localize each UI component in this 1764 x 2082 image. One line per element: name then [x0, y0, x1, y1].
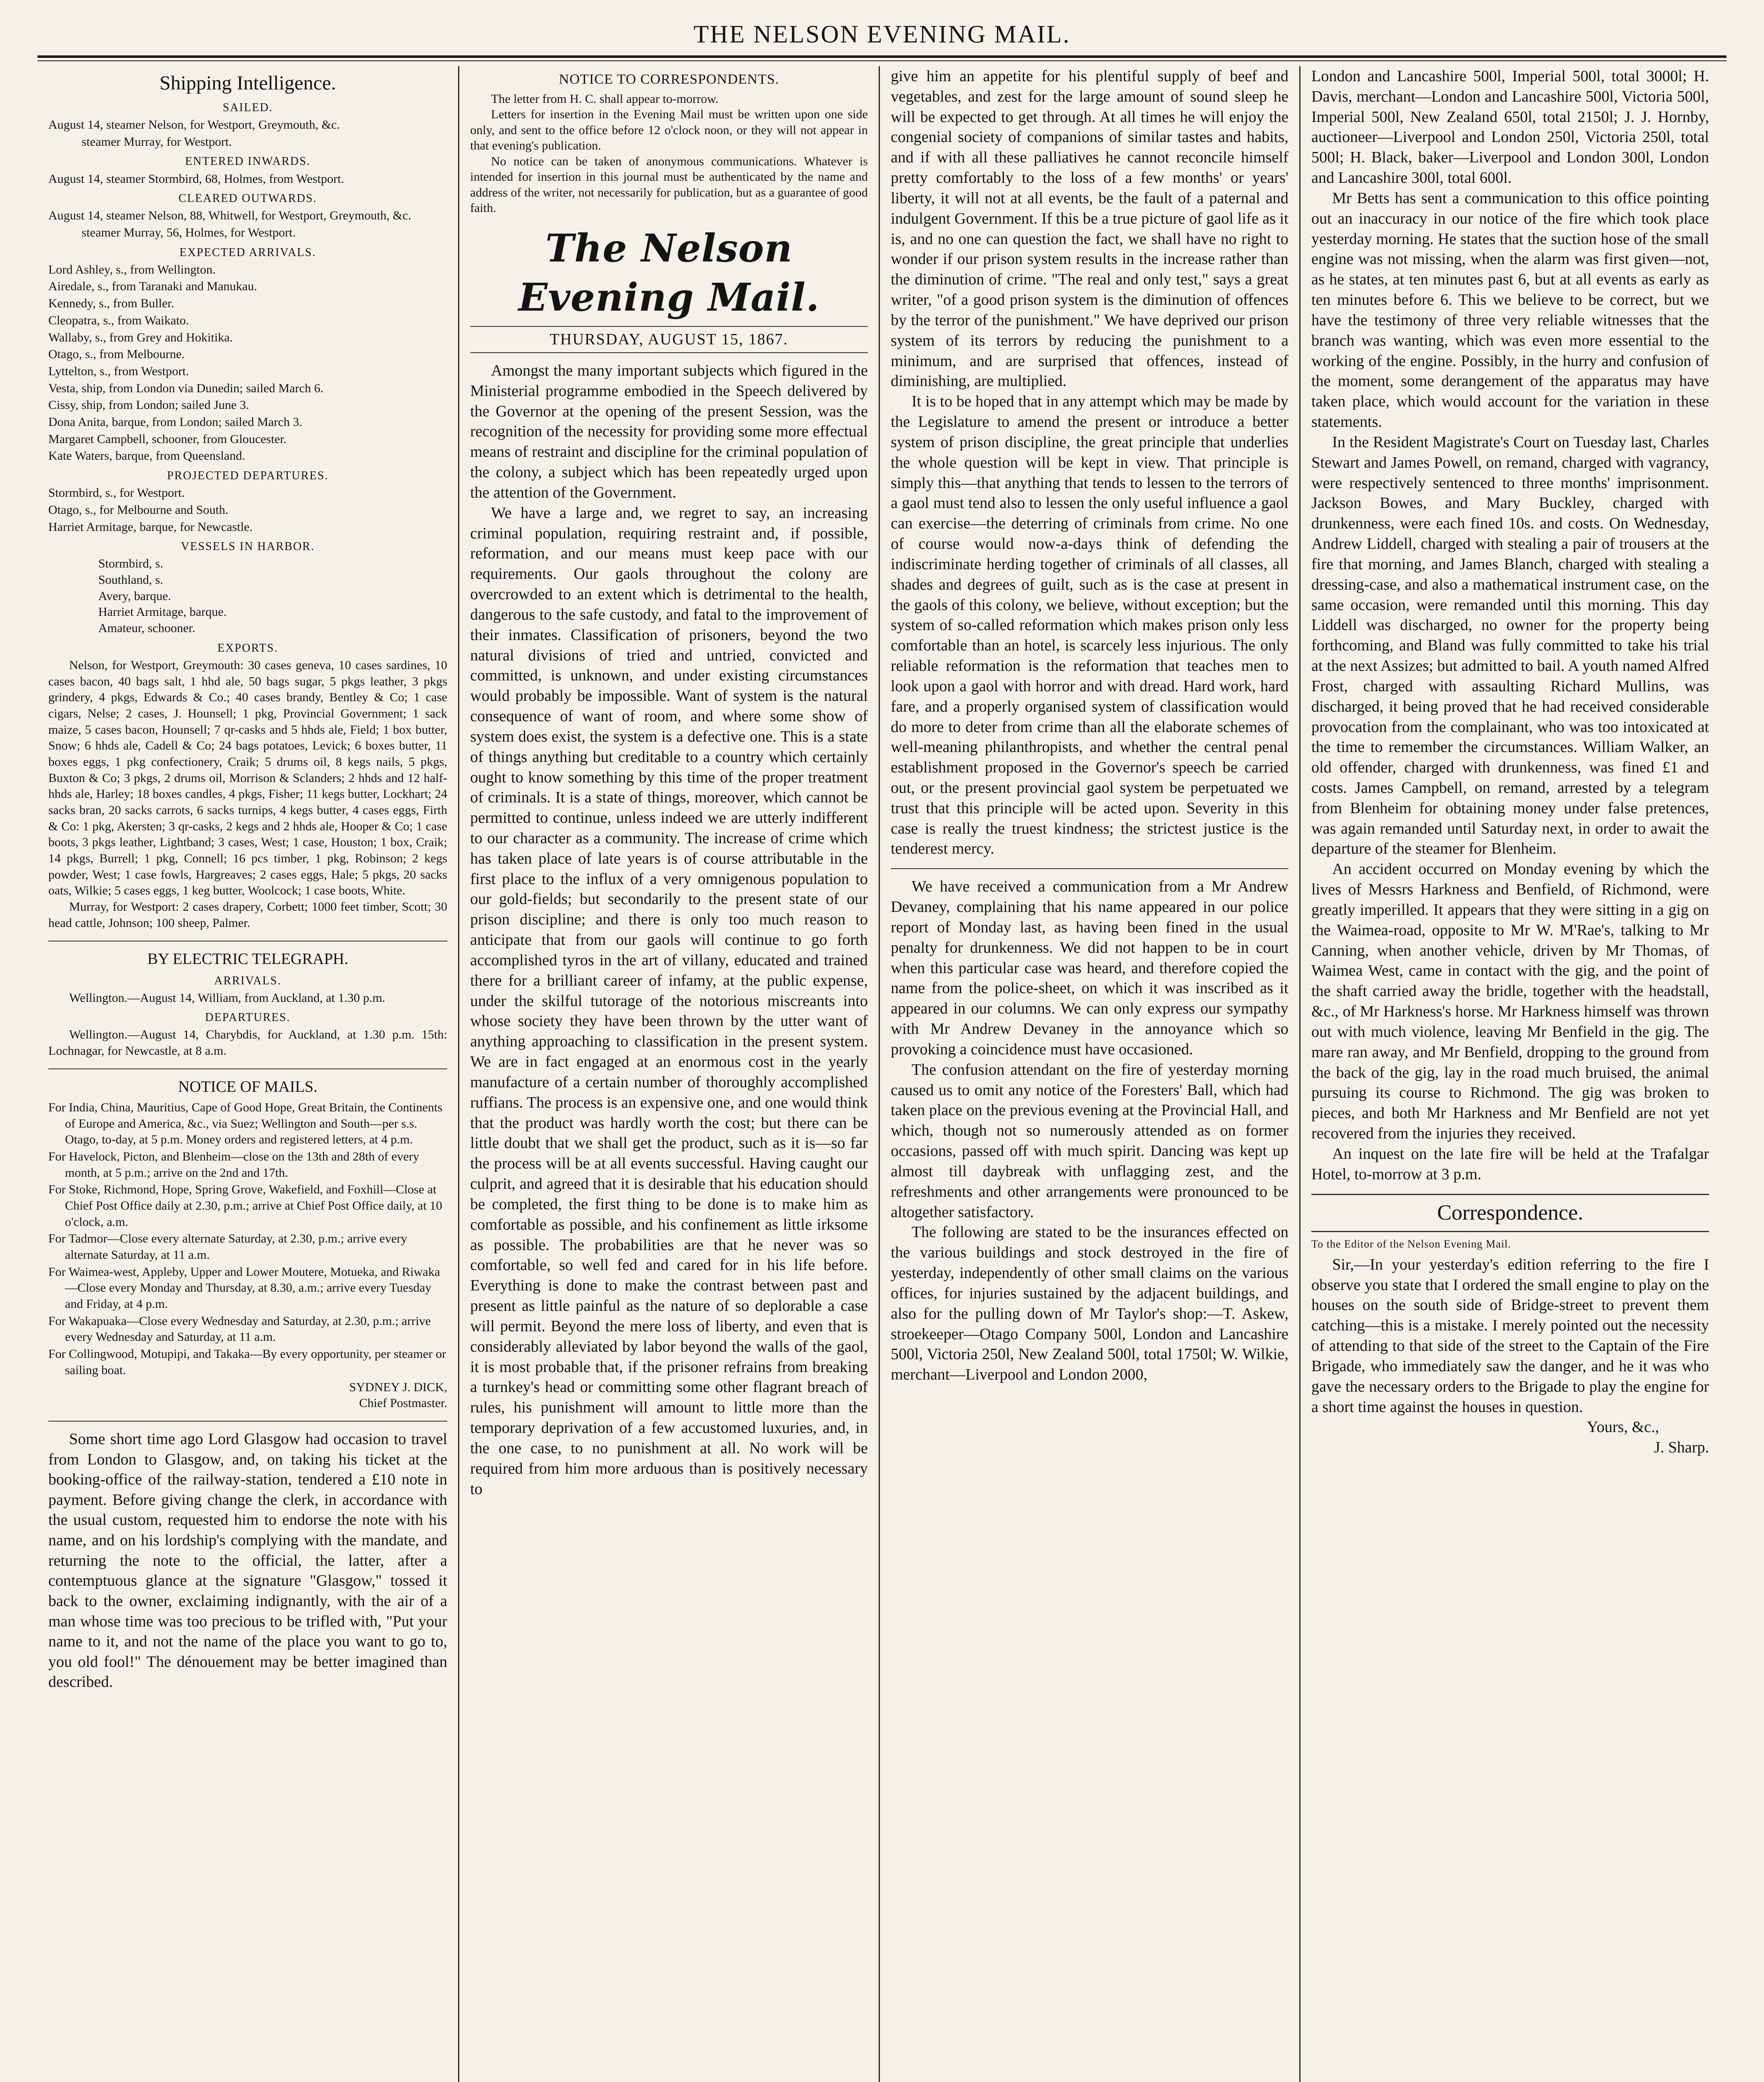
glasgow-anecdote: Some short time ago Lord Glasgow had occasion to travel from London to Glasgow, and, on taking his ticket at the booking-office of the railway-station, tendered a £10 note in payment. Before giving change the clerk, in accordance with the usual custom, requested him to endorse the note with his name, and on his lordship's complying with the mandate, and returning the note to the official, the latter, after a contemptuous glance at the signature "Glasgow," tossed it back to the owner, exclaiming indignantly, with the air of a man whose time was too precious to be trifled with, "Put your name to it, and not the name of the place you want to go to, you old fool!" The dénouement may be better imagined than described.	[48, 1430, 447, 1691]
mails-signature: SYDNEY J. DICK,	[349, 1380, 447, 1394]
entered-item: August 14, steamer Stormbird, 68, Holmes, from Westport.	[48, 172, 344, 186]
insurances-item: The following are stated to be the insurances effected on the various buildings and stock destroyed in the fire of yesterday, independently of other small claims on the various offices, for injuries sustained by the adjacent buildings, and also for the pulling down of Mr Taylor's shop:—T. Askew, stroekeeper—Otago Company 500l, London and Lancashire 500l, Victoria 250l, New Zealand 500l, total 1750l; W. Wilkie, merchant—Liverpool and London 2000,	[891, 1223, 1288, 1384]
expected-item: Kate Waters, barque, from Queensland.	[48, 449, 245, 463]
columns	[37, 66, 1727, 2082]
mails-signature-title: Chief Postmaster.	[359, 1396, 447, 1410]
expected-item: Cleopatra, s., from Waikato.	[48, 313, 189, 327]
harbor-head: VESSELS IN HARBOR.	[181, 540, 315, 553]
projected-head: PROJECTED DEPARTURES.	[167, 469, 329, 483]
expected-item: Vesta, ship, from London via Dunedin; sailed March 6.	[48, 381, 324, 395]
column-4	[1299, 66, 1720, 2082]
exports-head: EXPORTS.	[217, 641, 278, 655]
tel-departures: Wellington.—August 14, Charybdis, for Auckland, at 1.30 p.m. 15th: Lochnagar, for Newcastle, at 8 a.m.	[48, 1028, 447, 1058]
correspondence-title: Correspondence.	[1311, 1194, 1709, 1233]
harbor-item: Amateur, schooner.	[98, 621, 195, 635]
mail-item: For Wakapuaka—Close every Wednesday and Saturday, at 2.30, p.m.; arrive every Wednesday and Saturday, at 11 a.m.	[48, 1314, 431, 1344]
dateline: THURSDAY, AUGUST 15, 1867.	[470, 326, 868, 353]
column-3	[879, 66, 1299, 2082]
exports-text: Nelson, for Westport, Greymouth: 30 cases geneva, 10 cases sardines, 10 cases bacon, 40 bags salt, 1 hhd ale, 50 bags sugar, 5 pkgs leather, 3 pkgs grindery, 4 pkgs, Edwards & Co.; 40 cases brandy, Bentley & Co; 1 case cigars, Nelse; 2 cases, J. Hounsell; 1 pkg, Provincial Government; 1 sack maize, 5 cases bacon, Hounsell; 7 qr-casks and 5 hhds ale, Field; 1 box butter, Snow; 6 hhds ale, Cadell & Co; 24 bags potatoes, Levick; 6 boxes butter, 11 boxes eggs, 1 pkg confectionery, Craik; 5 drums oil, 8 kegs nails, 5 pkgs, Buxton & Co; 3 pkgs, 2 drums oil, Morrison & Sclanders; 2 hhds and 12 half-hhds ale, Harley; 18 boxes candles, 4 pkgs, Fisher; 11 kegs butter, Lockhart; 24 sacks bran, 20 sacks carrots, 6 sacks turnips, 4 kegs butter, 4 cases eggs, Firth & Co: 1 pkg, Akersten; 3 qr-casks, 2 kegs and 2 hhds ale, Hooper & Co; 1 case boots, 3 pkgs leather, Lightband; 3 cases, West; 1 case, Houston; 1 box, Craik; 14 pkgs, Burrell; 1 pkg, Connell; 16 pcs timber, 1 pkg, Robinson; 2 kegs powder, West; 1 case fowls, Hargreaves; 2 cases eggs, Hale; 5 pkgs, 20 sacks oats, Wilkie; 5 cases eggs, 1 keg butter, Woolcock; 1 case boots, White.	[48, 658, 447, 898]
expected-item: Lyttelton, s., from Westport.	[48, 364, 189, 378]
projected-item: Stormbird, s., for Westport.	[48, 486, 185, 500]
section-rule	[48, 1421, 447, 1422]
notice-text: Letters for insertion in the Evening Mail must be written upon one side only, and sent to the office before 12 o'clock noon, or they will not appear in that evening's publication.	[470, 107, 868, 153]
ball-item: The confusion attendant on the fire of yesterday morning caused us to omit any notice of the Foresters' Ball, which had taken place on the previous evening at the Provincial Hall, and which, though not so numerously attended as on former occasions, passed off with much spirit. Dancing was kept up almost till daybreak with unflagging zest, and the refreshments and other arrangements were pronounced to be altogether satisfactory.	[891, 1061, 1288, 1221]
masthead: THE NELSON EVENING MAIL.	[693, 20, 1071, 48]
sailed-head: SAILED.	[222, 101, 273, 114]
cleared-item: August 14, steamer Nelson, 88, Whitwell, for Westport, Greymouth, &c.	[48, 209, 411, 223]
leader-paragraph: It is to be hoped that in any attempt which may be made by the Legislature to amend the present or introduce a better system of prison discipline, the great principle that underlies the whole question will be kept in view. That principle is simply this—that anything that tends to lessen to the terrors of a gaol must tend also to lessen the only useful influence a gaol can exercise—the deterring of criminals from crime. No one of course would now-a-days think of defending the indiscriminate herding together of criminals of all classes, all shades and degrees of guilt, such as is the case at present in the gaols of this colony, we believe, without exception; but the system of so-called reformation which makes prison only less comfortable than an hotel, is scarcely less injurious. The only reliable reformation is the reformation that teaches men to look upon a gaol with horror and with dread. Hard work, hard fare, and a properly organised system of classification would do more to deter from crime than all the elaborate schemes of well-meaning philanthropists, and whether the central penal establishment proposed in the Governor's speech be carried out, or the present provincial gaol system be perpetuated we trust that this principle will be acted upon. Severity in this case is really the truest kindness; the strictest justice is the tenderest mercy.	[891, 393, 1288, 858]
notice-title: NOTICE TO CORRESPONDENTS.	[558, 72, 780, 87]
leader-paragraph: Amongst the many important subjects which figured in the Ministerial programme embodied in the Speech delivered by the Governor at the opening of the present Session, was the recognition of the necessity for providing some more effectual means of restraint and discipline for the criminal population of the colony, a subject which has been repeatedly urged upon the attention of the Government.	[470, 361, 868, 501]
harbor-item: Southland, s.	[98, 573, 163, 587]
expected-item: Margaret Campbell, schooner, from Gloucester.	[48, 432, 287, 446]
projected-item: Harriet Armitage, barque, for Newcastle.	[48, 520, 253, 534]
telegraph-title: BY ELECTRIC TELEGRAPH.	[147, 950, 349, 968]
paper-title: The Nelson Evening Mail.	[518, 225, 820, 320]
tel-arrivals: Wellington.—August 14, William, from Auckland, at 1.30 p.m.	[69, 991, 386, 1005]
notice-text: The letter from H. C. shall appear to-morrow.	[491, 92, 719, 106]
mail-item: For Havelock, Picton, and Blenheim—close on the 13th and 28th of every month, at 5 p.m.; arrive on the 2nd and 17th.	[48, 1149, 419, 1180]
cleared-head: CLEARED OUTWARDS.	[178, 192, 317, 205]
expected-item: Airedale, s., from Taranaki and Manukau.	[48, 279, 257, 294]
expected-item: Lord Ashley, s., from Wellington.	[48, 262, 216, 276]
cleared-item: steamer Murray, 56, Holmes, for Westport.	[82, 225, 296, 239]
column-2	[458, 66, 879, 2082]
betts-item: Mr Betts has sent a communication to this office pointing out an inaccuracy in our notice of the fire which took place yesterday morning. He states that the suction hose of the small engine was not missing, when the alarm was first given—not, as he states, at ten minutes past 6, but at all events as early as ten minutes before 6. This we believe to be correct, but we have the testimony of three very reliable witnesses that the branch was wanting, which was even more essential to the working of the engine. Possibly, in the hurry and confusion of the moment, some derangement of the apparatus may have taken place, which would account for the variation in these statements.	[1311, 189, 1709, 431]
harbor-item: Stormbird, s.	[98, 557, 163, 571]
expected-item: Cissy, ship, from London; sailed June 3.	[48, 398, 249, 412]
masthead-rule	[37, 55, 1727, 58]
tel-arrivals-head: ARRIVALS.	[214, 974, 282, 987]
mails-title: NOTICE OF MAILS.	[178, 1078, 318, 1096]
shipping-title: Shipping Intelligence.	[159, 72, 336, 94]
leader-paragraph: give him an appetite for his plentiful supply of beef and vegetables, and zest for the large amount of sound sleep he will be expected to get through. At all times he will enjoy the congenial society of companions of similar tastes and habits, and if with all these palliatives he cannot reconcile himself pretty comfortably to the loss of a few months' or years' liberty, it will not at all events, be the fault of a paternal and indulgent Government. If this be a true picture of gaol life as it is, and no one can question the fact, we shall have no right to wonder if our prison system results in the increase rather than the diminution of crime. "The real and only test," says a great writer, "of a good prison system is the diminution of offences by the terror of the punishment." We have deprived our prison system of its terrors by reducing the punishment to a minimum, and are surprised that offences, instead of diminishing, are multiplied.	[891, 67, 1288, 390]
expected-item: Otago, s., from Melbourne.	[48, 347, 185, 361]
correspondence-signature: J. Sharp.	[1654, 1439, 1709, 1457]
projected-item: Otago, s., for Melbourne and South.	[48, 503, 229, 517]
expected-head: EXPECTED ARRIVALS.	[179, 246, 316, 259]
harbor-item: Harriet Armitage, barque.	[98, 605, 227, 619]
correspondence-addressee: To the Editor of the Nelson Evening Mail.	[1311, 1238, 1511, 1250]
entered-head: ENTERED INWARDS.	[185, 155, 311, 168]
devaney-item: We have received a communication from a Mr Andrew Devaney, complaining that his name appeared in our police report of Monday last, as having been fined in the usual penalty for drunkenness. We did not happen to be in court when this particular case was heard, and therefore copied the name from the police-sheet, on which it was inscribed as it appeared in our columns. We can only express our sympathy with Mr Andrew Devaney in the annoyance which so provoking a coincidence must have occasioned.	[891, 878, 1288, 1058]
expected-item: Wallaby, s., from Grey and Hokitika.	[48, 330, 233, 344]
leader-paragraph: We have a large and, we regret to say, an increasing criminal population, requiring restraint and, if possible, reformation, and our means must keep pace with our requirements. Our gaols throughout the colony are overcrowded to an extent which is detrimental to the health, dangerous to the safe custody, and fatal to the improvement of their inmates. Classification of prisoners, beyond the two natural divisions of tried and untried, convicted and committed, is unknown, and under existing circumstances would probably be impossible. Want of system is the natural consequence of want of room, and where some show of system does exist, the system is a defective one. This is a state of things anything but creditable to a country which certainly ought to know something by this time of the proper treatment of criminals. It is a state of things, moreover, which cannot be permitted to continue, unless indeed we are utterly indifferent to our character as a community. The increase of crime which has taken place of late years is of course attributable in the first place to the influx of a very omnigenous population to our gold-fields; but secondarily to the present state of our prison discipline; and there is only too much reason to anticipate that from our gaols will continue to go forth accomplished tyros in the art of villany, educated and trained there for a brilliant career of infamy, at the public expense, under the skilful tutorage of the notorious miscreants into whose society they have been thrown by the utter want of anything approaching to classification in the present system. We are in fact engaged at an enormous cost in the yearly manufacture of a certain number of thoroughly accomplished ruffians. The process is an expensive one, and one would think that the product was hardly worth the cost; but there can be little doubt that we shall get the product, such as it is—so far the process will be at all events successful. Having caught our culprit, and agreed that it is desirable that his education should be completed, the first thing to be done is to make him as comfortable as possible, and his confinement as little irksome as possible. The probabilities are that he never was so comfortable, so well fed and cared for in his life before. Everything is done to make the contrast between past and present as little painful as the nature of so deplorable a case will permit. Beyond the mere loss of liberty, and even that is considerably alleviated by labor beyond the walls of the gaol, it is most probable that, if the prisoner refrains from breaking a turnkey's head or committing some other flagrant breach of rules, his punishment will amount to little more than the temporary deprivation of a few accustomed luxuries, and, in the one case, to no punishment at all. No work will be required from him more arduous than is positively necessary to	[470, 504, 868, 1498]
column-1	[37, 66, 458, 2082]
mail-item: For India, China, Mauritius, Cape of Good Hope, Great Britain, the Continents of Europe and America, &c., via Suez; Wellington and South—per s.s. Otago, to-day, at 5 p.m. Money orders and registered letters, at 4 p.m.	[48, 1100, 443, 1147]
harbor-item: Avery, barque.	[98, 589, 171, 603]
tel-departures-head: DEPARTURES.	[205, 1011, 291, 1024]
correspondence-letter: Sir,—In your yesterday's edition referring to the fire I observe you state that I ordered the small engine to play on the houses on the south side of Bridge-street to prevent them catching—this is a mistake. I merely pointed out the necessity of attending to that side of the street to the Captain of the Fire Brigade, who immediately saw the danger, and he it was who gave the necessary orders to the Brigade to play the engine for a short time against the houses in question.	[1311, 1255, 1709, 1416]
notice-text: No notice can be taken of anonymous communications. Whatever is intended for insertion in this journal must be authenticated by the name and address of the writer, not necessarily for publication, but as a guarantee of good faith.	[470, 154, 868, 215]
expected-item: Kennedy, s., from Buller.	[48, 296, 174, 311]
insurances-item: London and Lancashire 500l, Imperial 500l, total 3000l; H. Davis, merchant—London and Lancashire 500l, Victoria 500l, Imperial 500l, New Zealand 650l, total 2150l; J. J. Hornby, auctioneer—Liverpool and London 250l, Victoria 250l, total 500l; H. Black, baker—Liverpool and London 300l, London and Lancashire 300l, total 600l.	[1311, 67, 1709, 187]
mail-item: For Tadmor—Close every alternate Saturday, at 2.30, p.m.; arrive every alternate Saturday, at 11 a.m.	[48, 1232, 407, 1262]
court-item: In the Resident Magistrate's Court on Tuesday last, Charles Stewart and James Powell, on remand, charged with vagrancy, were respectively sentenced to three months' imprisonment. Jackson Bowes, and Mary Buckley, charged with drunkenness, were each fined 10s. and costs. On Wednesday, Andrew Liddell, charged with stealing a pair of trousers at the fire that morning, and James Blanch, charged with stealing a dressing-case, and also a mathematical instrument case, on the same occasion, were remanded until this morning. This day Liddell was discharged, no owner for the property being forthcoming, and Bland was fully committed to take his trial at the next Assizes; but admitted to bail. A youth named Alfred Frost, charged with assaulting Richard Mullins, was discharged, it being proved that he had received considerable provocation from the complainant, who was too intoxicated at the time to remember the circumstances. William Walker, an old offender, charged with drunkenness, was fined £1 and costs. James Campbell, on remand, arrested by a telegram from Blenheim for obtaining money under false pretences, was again remanded until Saturday next, in order to await the departure of the steamer for Blenheim.	[1311, 433, 1709, 858]
inquest-item: An inquest on the late fire will be held at the Trafalgar Hotel, to-morrow at 3 p.m.	[1311, 1145, 1709, 1183]
mail-item: For Collingwood, Motupipi, and Takaka—By every opportunity, per steamer or sailing boat.	[48, 1347, 446, 1377]
correspondence-close: Yours, &c.,	[1587, 1418, 1659, 1436]
exports-text: Murray, for Westport: 2 cases drapery, Corbett; 1000 feet timber, Scott; 30 head cattle, Johnson; 100 sheep, Palmer.	[48, 900, 447, 930]
masthead-rule-thin	[37, 60, 1727, 61]
section-rule	[891, 868, 1288, 869]
mail-item: For Waimea-west, Appleby, Upper and Lower Moutere, Motueka, and Riwaka—Close every Monday and Thursday, at 8.30, a.m.; arrive every Tuesday and Friday, at 4 p.m.	[48, 1265, 440, 1311]
accident-item: An accident occurred on Monday evening by which the lives of Messrs Harkness and Benfield, of Richmond, were greatly imperilled. It appears that they were sitting in a gig on the Waimea-road, opposite to Mr W. M'Rae's, talking to Mr Canning, when another vehicle, driven by Mr Thomas, of Waimea West, came in contact with the gig, and the point of the shaft carried away the bridle, together with the headstall, &c., of Mr Harkness's horse. Mr Harkness himself was thrown out with much violence, leaving Mr Benfield in the gig. The mare ran away, and Mr Benfield, dropping to the ground from the back of the gig, lay in the road much bruised, the animal pursuing its course to Richmond. The gig was broken to pieces, and both Mr Harkness and Mr Benfield are not yet recovered from the injuries they received.	[1311, 860, 1709, 1143]
mail-item: For Stoke, Richmond, Hope, Spring Grove, Wakefield, and Foxhill—Close at Chief Post Office daily at 2.30, p.m.; arrive at Chief Post Office daily, at 10 o'clock, a.m.	[48, 1183, 442, 1229]
section-rule	[48, 1068, 447, 1069]
sailed-item: steamer Murray, for Westport.	[82, 134, 232, 149]
expected-item: Dona Anita, barque, from London; sailed March 3.	[48, 415, 302, 429]
sailed-item: August 14, steamer Nelson, for Westport, Greymouth, &c.	[48, 118, 340, 132]
